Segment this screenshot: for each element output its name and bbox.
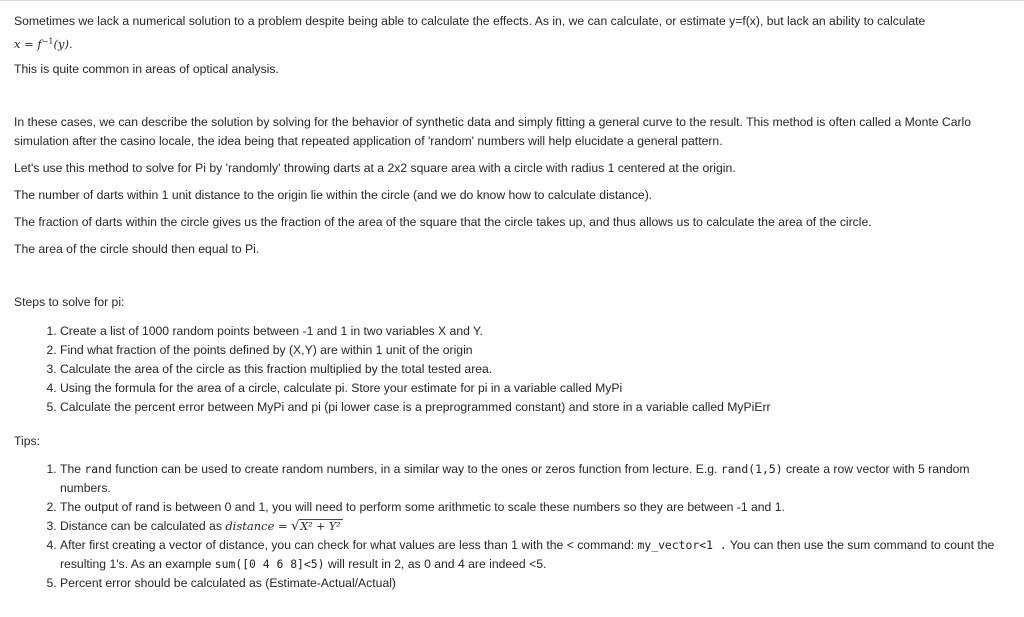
list-item: 4. Using the formula for the area of a circle, calculate pi. Store your estimate for pi in a variable called MyPi (60, 379, 1018, 398)
steps-list (14, 322, 1018, 417)
list-item: 2. Find what fraction of the points defined by (X,Y) are within 1 unit of the origin (60, 341, 1018, 360)
code-vector-compare: my_vector<1 . (637, 538, 727, 552)
paragraph-monte-carlo: In these cases, we can describe the solution by solving for the behavior of synthetic data and simply fitting a general curve to the result. This method is often called a Monte Carlo simulation after the casino locale, the idea being that repeated application of 'random' numbers will help elucidate a general pattern. (14, 115, 972, 148)
intro-text: Sometimes we lack a numerical solution to a problem despite being able to calculate the effects. As in, we can calculate, or estimate y=f(x), but lack an ability to calculate (14, 14, 926, 28)
list-item: 4. After first creating a vector of distance, you can check for what values are less than 1 with the < command: my_vector<1 . You can then use the sum command to count the resulting 1's. As an example sum([0 4 6 8]<5) will result in 2, as 0 and 4 are indeed <5. (60, 536, 1018, 574)
list-item: 2. The output of rand is between 0 and 1, you will need to perform some arithmetic to scale these numbers so they are between -1 and 1. (60, 498, 1018, 517)
inverse-equation (14, 32, 1018, 54)
eq-lhs: x = f (14, 37, 42, 51)
sqrt-sign-icon: √ (291, 519, 300, 534)
eq-sup: −1 (41, 37, 54, 46)
intro-line-1 (14, 12, 1018, 31)
document-body (14, 12, 1018, 593)
list-item: 5. Calculate the percent error between MyPi and pi (pi lower case is a preprogrammed constant) and store in a variable called MyPiErr (60, 398, 1018, 417)
intro-line-2: This is quite common in areas of optical analysis. (14, 62, 279, 76)
eq-rhs: (y). (53, 37, 73, 51)
steps-heading: Steps to solve for pi: (14, 295, 125, 309)
code-rand: rand (84, 462, 112, 476)
tips-list (14, 460, 1018, 593)
distance-formula-label: distance = (225, 519, 288, 533)
list-item: 1. Create a list of 1000 random points between -1 and 1 in two variables X and Y. (60, 322, 1018, 341)
list-item: 3. Calculate the area of the circle as this fraction multiplied by the total tested area. (60, 360, 1018, 379)
sqrt-formula: √X² + Y² (291, 519, 341, 534)
code-rand-example: rand(1,5) (720, 462, 783, 476)
paragraph-darts-distance: The number of darts within 1 unit distance to the origin lie within the circle (and we do know how to calculate distance). (14, 188, 653, 202)
paragraph-area: The area of the circle should then equal to Pi. (14, 242, 260, 256)
paragraph-pi-method: Let's use this method to solve for Pi by 'randomly' throwing darts at a 2x2 square area with a circle with radius 1 centered at the origin. (14, 161, 736, 175)
list-item: 5. Percent error should be calculated as (Estimate-Actual/Actual) (60, 574, 1018, 593)
top-divider (0, 0, 1024, 1)
tips-heading: Tips: (14, 434, 40, 448)
paragraph-fraction: The fraction of darts within the circle gives us the fraction of the area of the square that the circle takes up, and thus allows us to calculate the area of the circle. (14, 215, 872, 229)
code-sum-example: sum([0 4 6 8]<5) (214, 557, 325, 571)
list-item: 3. Distance can be calculated as distance = √X² + Y² (60, 517, 1018, 536)
list-item: 1. The rand function can be used to create random numbers, in a similar way to the ones or zeros function from lecture. E.g. rand(1,5) create a row vector with 5 random numbers. (60, 460, 1018, 498)
